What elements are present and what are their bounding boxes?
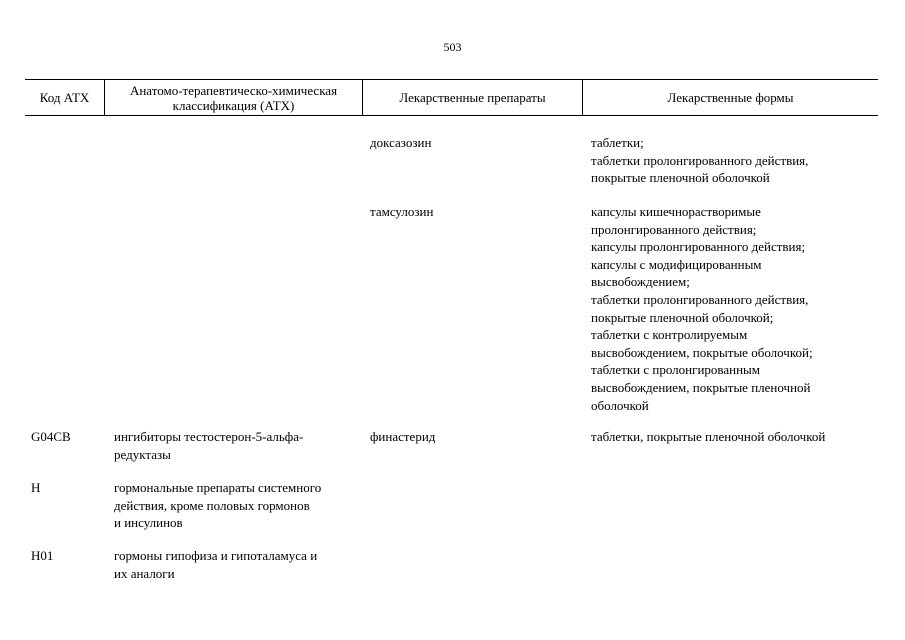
table-header-bottom-rule xyxy=(25,115,878,116)
header-code: Код АТХ xyxy=(39,90,90,105)
table-row-drug: финастерид xyxy=(370,429,436,444)
table-row-classification: ингибиторы тестостерон-5-альфа- редуктазы xyxy=(114,429,304,462)
header-drugs: Лекарственные препараты xyxy=(399,90,546,105)
table-row-drug: тамсулозин xyxy=(370,204,434,219)
table-row-classification: гормоны гипофиза и гипоталамуса и их аналоги xyxy=(114,548,318,581)
table-row-forms: таблетки; таблетки пролонгированного действия, покрытые пленочной оболочкой xyxy=(591,135,809,186)
table-row-code: H xyxy=(31,480,41,495)
header-forms: Лекарственные формы xyxy=(667,90,794,105)
table-row-drug: доксазозин xyxy=(370,135,432,150)
table-row-classification: гормональные препараты системного действия, кроме половых гормонов и инсулинов xyxy=(114,480,322,531)
table-row-forms: капсулы кишечнорастворимые пролонгированного действия; капсулы пролонгированного действия; капсулы с модифицированным высвобождением; таблетки пролонгированного действия, покрытые пленочной оболочкой; таблетки с контролируемым высвобождением, покрытые оболочкой; таблетки с пролонгированным высвобождением, покрытые пленочной оболочкой xyxy=(591,204,813,413)
header-classification: Анатомо-терапевтическо-химическая классификация (АТХ) xyxy=(129,82,338,113)
page-number: 503 xyxy=(443,40,462,54)
table-row-code: H01 xyxy=(31,548,54,563)
table-row-forms: таблетки, покрытые пленочной оболочкой xyxy=(591,429,826,444)
table-row-code: G04CB xyxy=(31,429,71,444)
